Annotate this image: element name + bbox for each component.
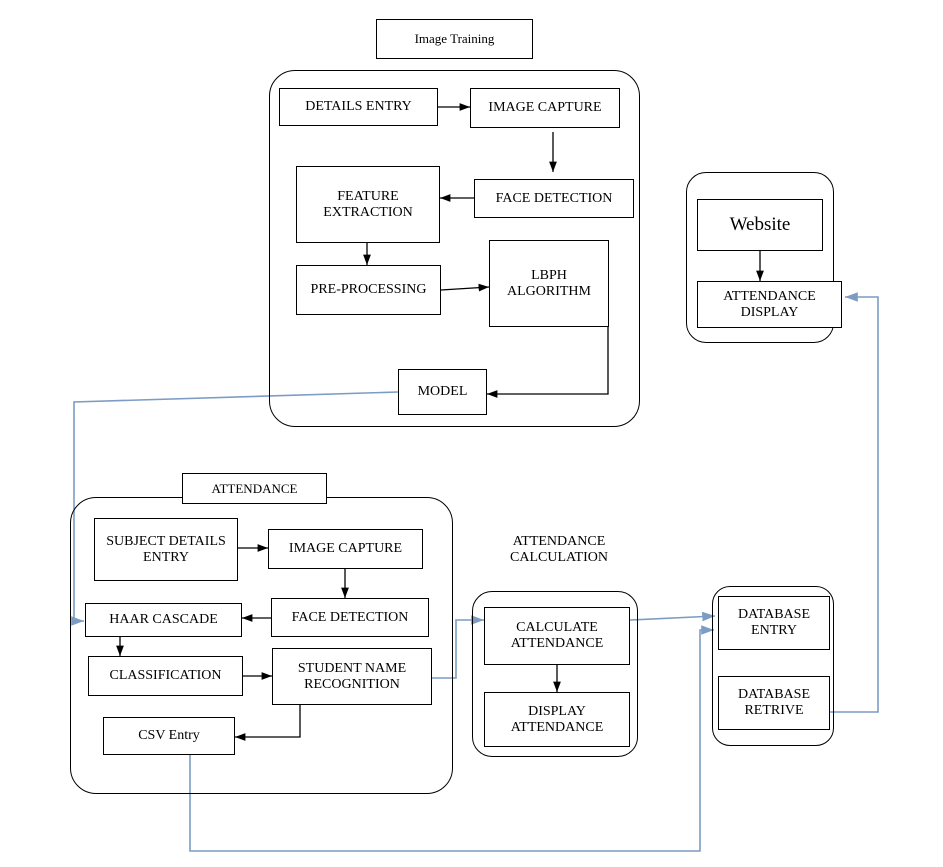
node-database-retrive[interactable]: DATABASE RETRIVE	[718, 676, 830, 730]
node-image-capture-training[interactable]: IMAGE CAPTURE	[470, 88, 620, 128]
attendance-calculation-label: ATTENDANCE CALCULATION	[510, 534, 608, 565]
node-face-detection-attendance[interactable]: FACE DETECTION	[271, 598, 429, 637]
node-attendance-display[interactable]: ATTENDANCE DISPLAY	[697, 281, 842, 328]
node-image-capture-attendance[interactable]: IMAGE CAPTURE	[268, 529, 423, 569]
node-model[interactable]: MODEL	[398, 369, 487, 415]
image-training-label: Image Training	[376, 19, 533, 59]
node-calculate-attendance[interactable]: CALCULATE ATTENDANCE	[484, 607, 630, 665]
node-details-entry[interactable]: DETAILS ENTRY	[279, 88, 438, 126]
node-csv-entry[interactable]: CSV Entry	[103, 717, 235, 755]
attendance-label: ATTENDANCE	[182, 473, 327, 504]
node-pre-processing[interactable]: PRE-PROCESSING	[296, 265, 441, 315]
node-database-entry[interactable]: DATABASE ENTRY	[718, 596, 830, 650]
node-classification[interactable]: CLASSIFICATION	[88, 656, 243, 696]
node-feature-extraction[interactable]: FEATURE EXTRACTION	[296, 166, 440, 243]
node-display-attendance[interactable]: DISPLAY ATTENDANCE	[484, 692, 630, 747]
node-student-name-recognition[interactable]: STUDENT NAME RECOGNITION	[272, 648, 432, 705]
node-subject-details-entry[interactable]: SUBJECT DETAILS ENTRY	[94, 518, 238, 581]
node-haar-cascade[interactable]: HAAR CASCADE	[85, 603, 242, 637]
node-face-detection-training[interactable]: FACE DETECTION	[474, 179, 634, 218]
node-lbph-algorithm[interactable]: LBPH ALGORITHM	[489, 240, 609, 327]
node-website[interactable]: Website	[697, 199, 823, 251]
